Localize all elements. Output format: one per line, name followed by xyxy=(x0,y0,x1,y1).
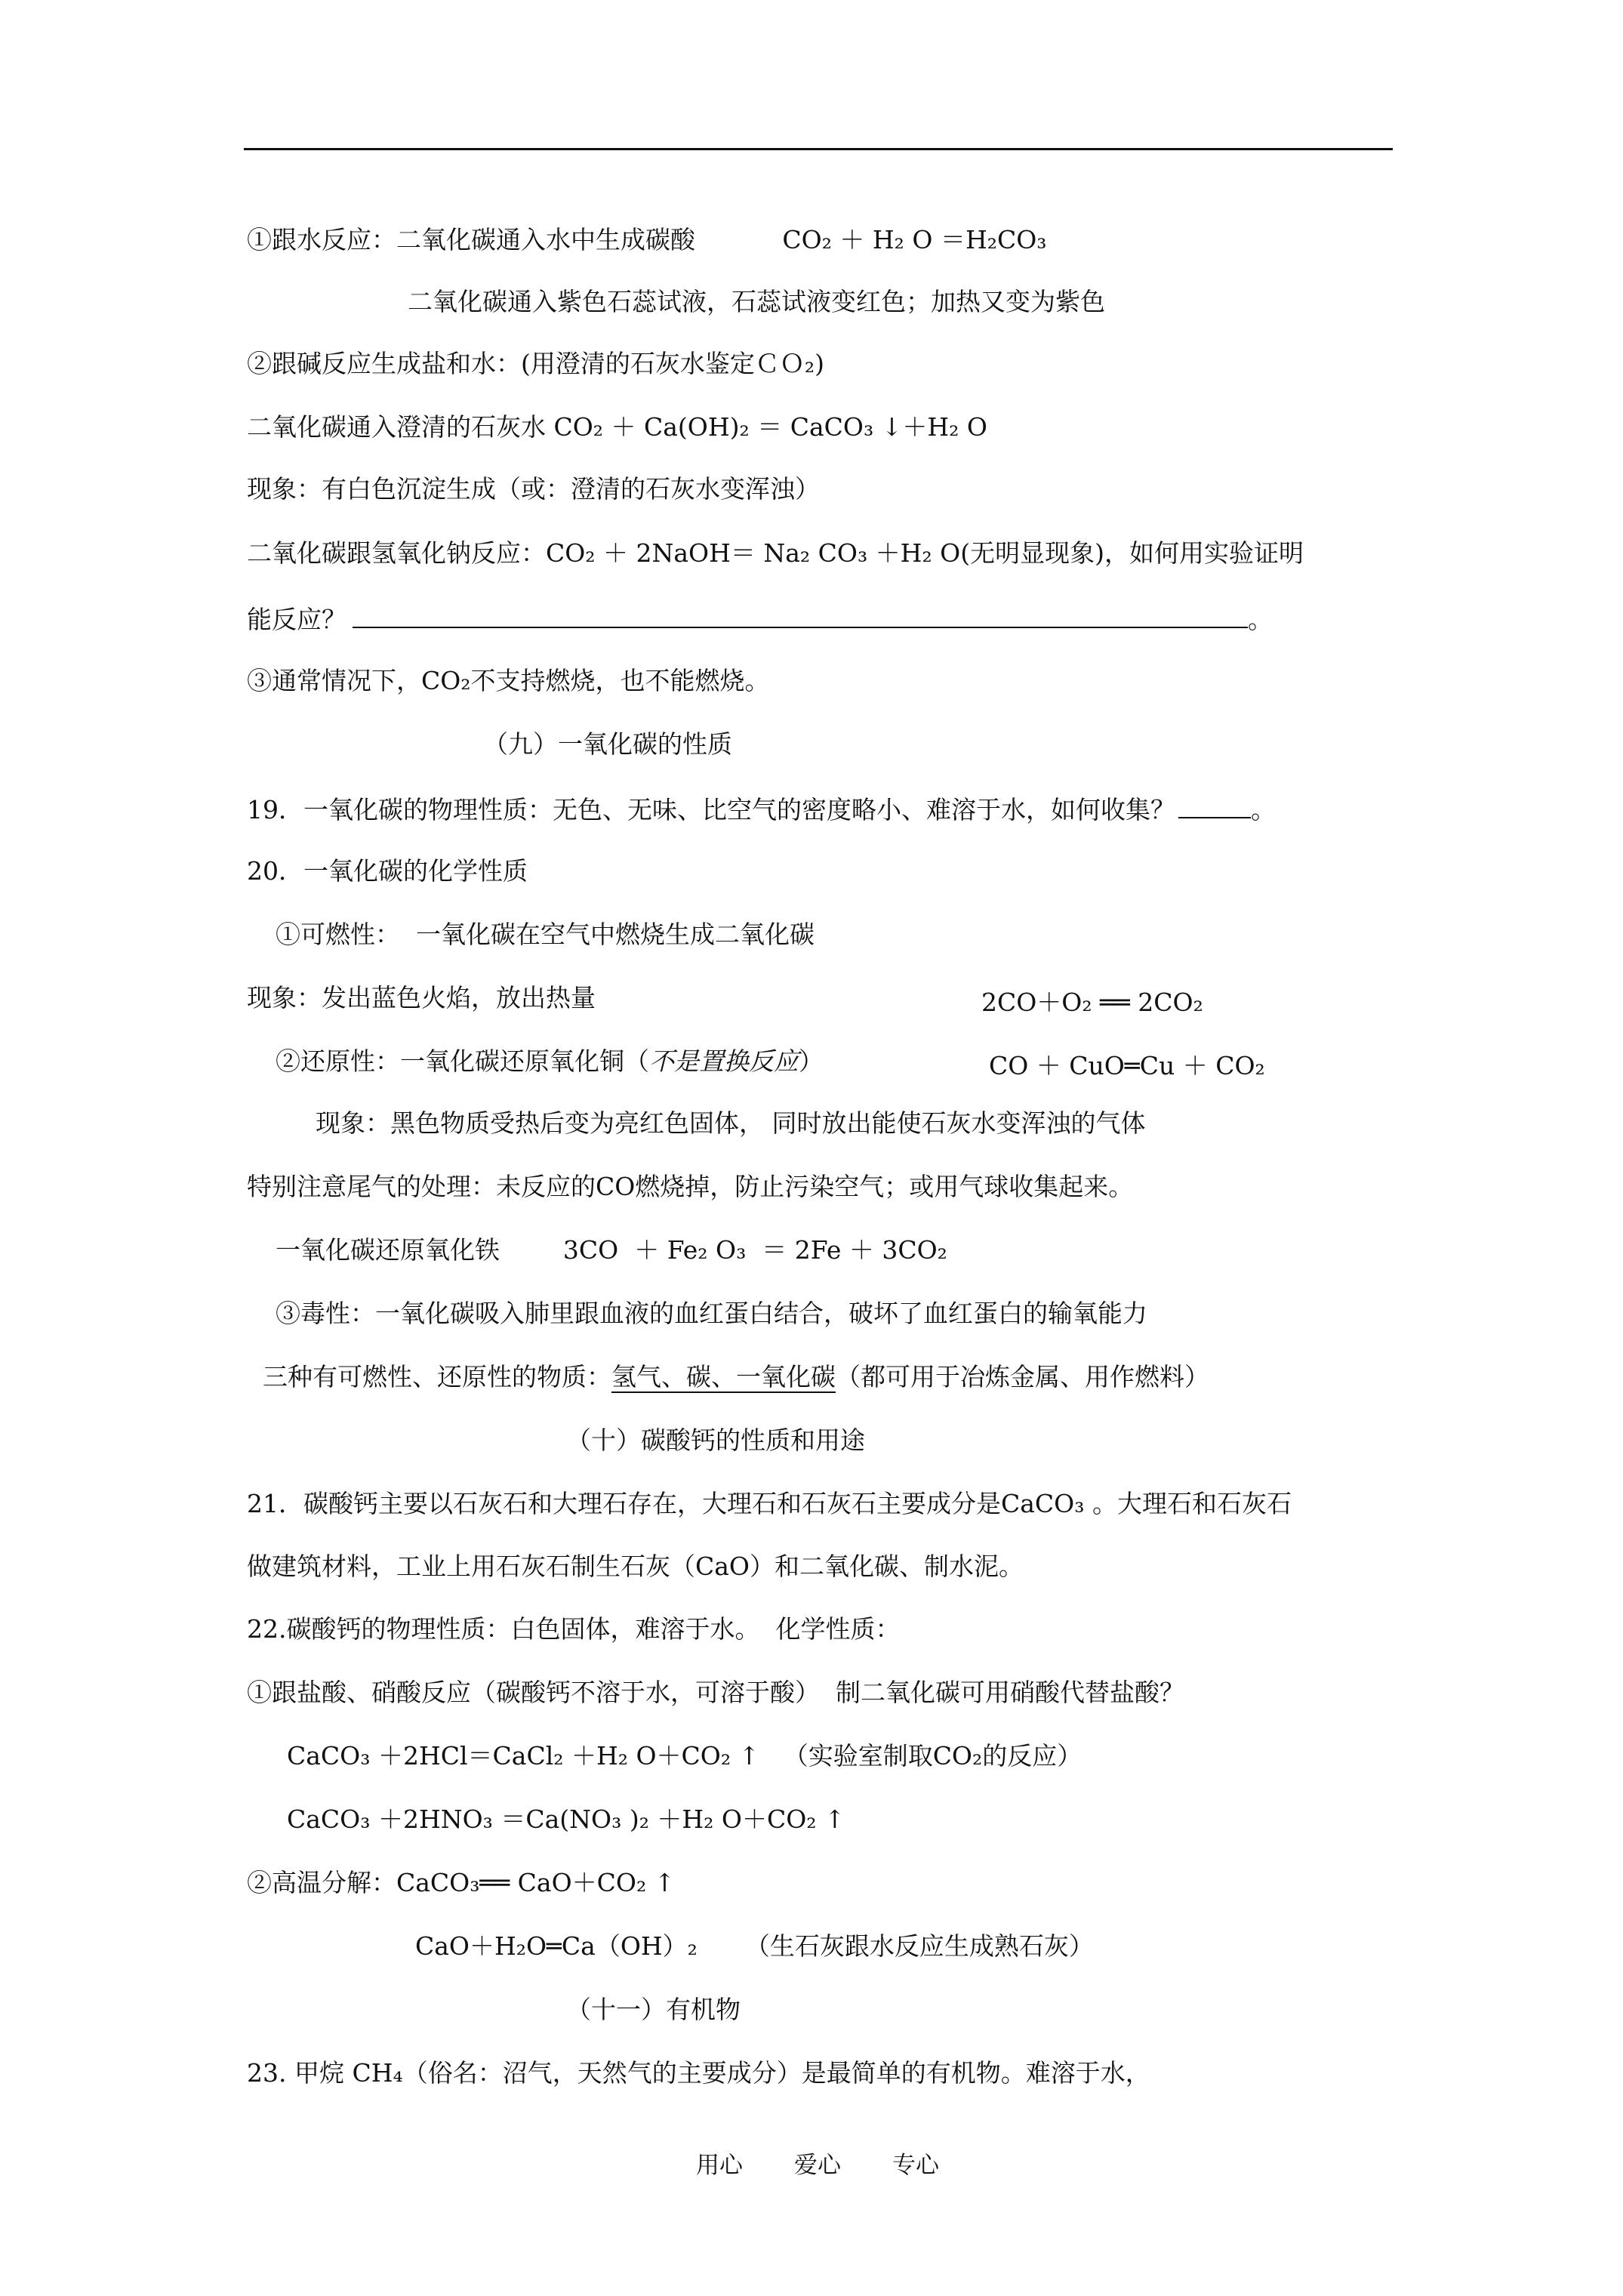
hno3-equation: CaCO₃ ＋2HNO₃ ＝Ca(NO₃ )₂ ＋H₂ O＋CO₂ ↑ xyxy=(287,1804,845,1834)
hcl-equation: CaCO₃ ＋2HCl＝CaCl₂ ＋H₂ O＋CO₂ ↑ xyxy=(287,1741,760,1771)
line-hcl-reaction xyxy=(287,1740,1082,1773)
prove-text: 能反应？ xyxy=(247,605,346,634)
naoh-text: 二氧化碳跟氢氧化钠反应： xyxy=(247,538,546,568)
line-water-reaction xyxy=(247,223,1046,257)
phenomenon-1-text: 现象：有白色沉淀生成（或：澄清的石灰水变浑浊） xyxy=(247,474,820,504)
line-hno3-reaction xyxy=(287,1803,845,1836)
tail-gas-text: 特别注意尾气的处理：未反应的CO燃烧掉，防止污染空气；或用气球收集起来。 xyxy=(247,1172,1134,1201)
limewater-text: 二氧化碳通入澄清的石灰水 xyxy=(247,412,546,442)
item-21-cont-text: 做建筑材料，工业上用石灰石制生石灰（CaO）和二氧化碳、制水泥。 xyxy=(247,1552,1024,1581)
water-reaction-text: ①跟水反应：二氧化碳通入水中生成碳酸 xyxy=(247,225,695,254)
answer-blank-2[interactable] xyxy=(1178,791,1251,818)
limewater-equation: CO₂ ＋ Ca(OH)₂ ＝ CaCO₃ ↓＋H₂ O xyxy=(553,412,987,442)
line-item-20 xyxy=(247,855,528,888)
prove-end: 。 xyxy=(1248,605,1273,634)
three-substances-text: 三种有可燃性、还原性的物质： xyxy=(263,1362,611,1391)
base-reaction-text: ②跟碱反应生成盐和水：(用澄清的石灰水鉴定ＣＯ₂) xyxy=(247,349,824,378)
line-base-reaction xyxy=(247,347,824,381)
decomposition-text: ②高温分解：CaCO₃══ CaO＋CO₂ ↑ xyxy=(247,1868,676,1897)
line-reduction-fe xyxy=(276,1234,947,1267)
reduction-fe-text: 一氧化碳还原氧化铁 xyxy=(276,1235,500,1265)
line-slaked-lime xyxy=(415,1930,1094,1963)
item-20-text: 20．一氧化碳的化学性质 xyxy=(247,856,528,886)
line-phenomenon-2 xyxy=(247,982,596,1015)
footer-word-3: 专心 xyxy=(892,2152,939,2179)
line-co2-combustion xyxy=(247,664,770,698)
section-10-title: （十）碳酸钙的性质和用途 xyxy=(566,1425,865,1455)
footer-word-1: 用心 xyxy=(696,2152,743,2179)
litmus-text: 二氧化碳通入紫色石蕊试液，石蕊试液变红色；加热又变为紫色 xyxy=(408,287,1105,316)
line-toxicity xyxy=(276,1297,1147,1330)
item-23-text: 23. 甲烷 CH₄（俗名：沼气，天然气的主要成分）是最简单的有机物。难溶于水， xyxy=(247,2058,1150,2088)
reduction-cuo-text: ②还原性：一氧化碳还原氧化铜（ xyxy=(276,1046,649,1076)
slaked-lime-equation: CaO＋H₂O═Ca（OH）₂ xyxy=(415,1931,698,1961)
page-footer xyxy=(696,2146,990,2180)
reduction-cuo-equation: CO ＋ CuO═Cu ＋ CO₂ xyxy=(989,1051,1265,1080)
acid-reaction-text: ①跟盐酸、硝酸反应（碳酸钙不溶于水，可溶于酸） 制二氧化碳可用硝酸代替盐酸？ xyxy=(247,1678,1184,1707)
phenomenon-3-text: 现象：黑色物质受热后变为亮红色固体， 同时放出能使石灰水变浑浊的气体 xyxy=(316,1108,1146,1138)
section-heading-10 xyxy=(566,1424,865,1457)
reduction-cuo-close: ） xyxy=(799,1046,824,1076)
line-item-21 xyxy=(247,1487,1292,1521)
line-acid-reaction xyxy=(247,1676,1184,1709)
section-heading-9 xyxy=(483,728,732,761)
water-reaction-equation: CO₂ ＋ H₂ O ＝H₂CO₃ xyxy=(782,225,1047,254)
hcl-note: （实验室制取CO₂的反应） xyxy=(783,1741,1083,1771)
combustion-equation: 2CO＋O₂ ══ 2CO₂ xyxy=(981,988,1203,1017)
item-19-end: 。 xyxy=(1251,795,1276,824)
line-decomposition xyxy=(247,1866,675,1900)
line-phenomenon-3 xyxy=(316,1107,1146,1140)
phenomenon-2-text: 现象：发出蓝色火焰，放出热量 xyxy=(247,983,596,1012)
naoh-tail: (无明显现象)，如何用实验证明 xyxy=(960,538,1304,568)
line-phenomenon-1 xyxy=(247,473,820,506)
slaked-lime-note: （生石灰跟水反应生成熟石灰） xyxy=(744,1931,1094,1961)
not-displacement-note: 不是置换反应 xyxy=(649,1046,799,1076)
line-prove xyxy=(247,601,1273,634)
line-litmus xyxy=(408,285,1105,319)
item-21-text: 21．碳酸钙主要以石灰石和大理石存在，大理石和石灰石主要成分是CaCO₃ 。大理石和石灰石 xyxy=(247,1489,1292,1518)
section-11-title: （十一）有机物 xyxy=(566,1995,741,2024)
footer-word-2: 爱心 xyxy=(794,2152,841,2179)
line-reduction-cuo xyxy=(276,1045,824,1078)
line-item-21-cont xyxy=(247,1550,1024,1583)
reduction-fe-equation: 3CO ＋ Fe₂ O₃ ＝ 2Fe ＋ 3CO₂ xyxy=(562,1235,947,1265)
item-19-text: 19．一氧化碳的物理性质：无色、无味、比空气的密度略小、难溶于水，如何收集？ xyxy=(247,795,1175,824)
line-naoh xyxy=(247,537,1304,570)
section-heading-11 xyxy=(566,1993,741,2026)
line-item-23 xyxy=(247,2057,1150,2090)
toxicity-text: ③毒性：一氧化碳吸入肺里跟血液的血红蛋白结合，破坏了血红蛋白的输氧能力 xyxy=(276,1299,1147,1328)
section-9-title: （九）一氧化碳的性质 xyxy=(483,729,732,759)
three-substances-note: （都可用于冶炼金属、用作燃料） xyxy=(836,1362,1209,1391)
line-limewater xyxy=(247,411,987,444)
header-rule xyxy=(244,148,1393,150)
line-tail-gas xyxy=(247,1170,1133,1203)
item-22-text: 22.碳酸钙的物理性质：白色固体，难溶于水。 化学性质： xyxy=(247,1614,901,1644)
co2-combustion-text: ③通常情况下，CO₂不支持燃烧，也不能燃烧。 xyxy=(247,666,770,695)
naoh-equation: CO₂ ＋ 2NaOH＝ Na₂ CO₃ ＋H₂ O xyxy=(546,538,961,568)
line-three-substances xyxy=(263,1361,1209,1394)
line-item-19 xyxy=(247,791,1276,824)
flammability-text: ①可燃性： 一氧化碳在空气中燃烧生成二氧化碳 xyxy=(276,920,815,949)
line-item-22 xyxy=(247,1613,900,1646)
answer-blank-1[interactable] xyxy=(353,601,1248,628)
line-flammability xyxy=(276,918,815,951)
three-substances-answer: 氢气、碳、一氧化碳 xyxy=(611,1362,836,1391)
